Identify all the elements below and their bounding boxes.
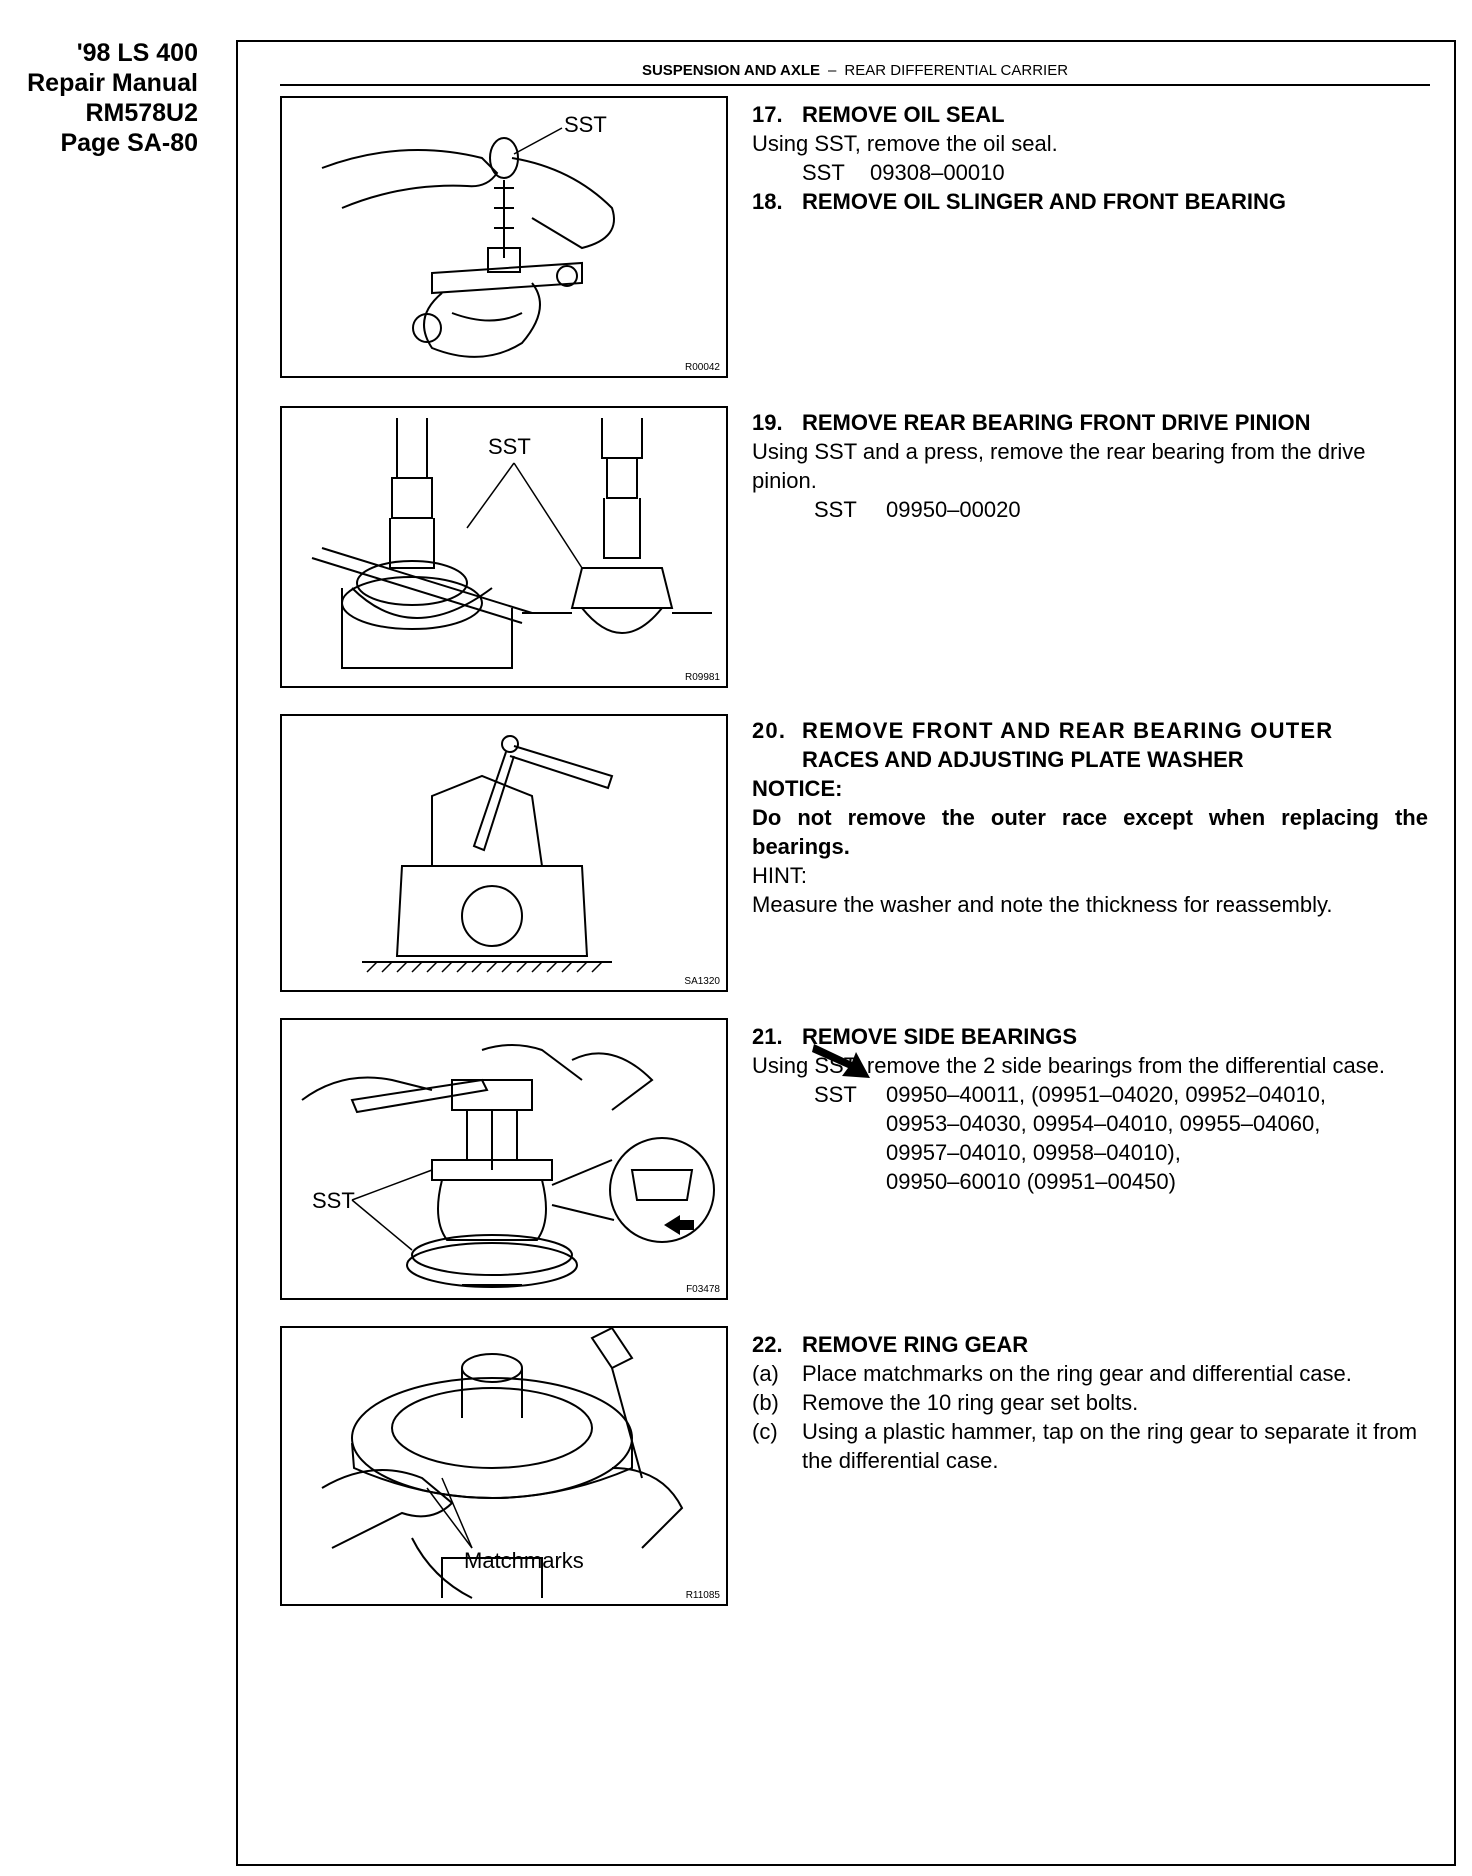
figure-oil-seal-removal xyxy=(280,96,728,378)
hint-text: Measure the washer and note the thickness for reassembly. xyxy=(752,892,1333,917)
step-20-title: 20. REMOVE FRONT AND REAR BEARING OUTER xyxy=(752,718,1334,743)
step-19-block xyxy=(752,408,1428,524)
section-title: SUSPENSION AND AXLE xyxy=(641,62,821,79)
illustration-oil-seal xyxy=(282,98,726,376)
figure-4-code: F03478 xyxy=(686,1284,720,1295)
illustration-puller xyxy=(282,1020,726,1298)
figure-1-label-sst: SST xyxy=(564,112,607,137)
notice-text: Do not remove the outer race except when replacing the bearings. xyxy=(752,805,1428,859)
step-20-title-cont: RACES AND ADJUSTING PLATE WASHER xyxy=(802,747,1244,772)
figure-5-label-matchmarks: Matchmarks xyxy=(464,1548,584,1573)
step-22-block xyxy=(752,1330,1428,1475)
notice-label: NOTICE: xyxy=(752,776,843,801)
step-22-title: 22. REMOVE RING GEAR xyxy=(752,1332,1029,1357)
step-22-item-a: (a) Place matchmarks on the ring gear and differential case. xyxy=(752,1361,1352,1386)
step-22-items xyxy=(752,1359,1428,1475)
model-year-label: '98 LS 400 xyxy=(76,39,198,67)
step-18-title: 18. REMOVE OIL SLINGER AND FRONT BEARING xyxy=(752,189,1287,214)
figure-4-label-sst: SST xyxy=(312,1188,355,1213)
figure-side-bearings xyxy=(280,1018,728,1300)
subsection-title: REAR DIFFERENTIAL CARRIER xyxy=(844,62,1069,79)
illustration-hammer xyxy=(282,716,726,990)
step-21-sst-line-4: 09950–60010 (09951–00450) xyxy=(886,1169,1176,1194)
step-21-sst-line-1: 09950–40011, (09951–04020, 09952–04010, xyxy=(886,1082,1327,1107)
figure-2-code: R09981 xyxy=(684,672,720,683)
figure-2-label-sst: SST xyxy=(488,434,531,459)
manual-code-label: RM578U2 xyxy=(85,99,198,127)
figure-ring-gear xyxy=(280,1326,728,1606)
step-21-sst-line-3: 09957–04010, 09958–04010), xyxy=(886,1140,1181,1165)
step-17-sst: SST 09308–00010 xyxy=(802,160,1005,185)
figure-outer-race xyxy=(280,714,728,992)
header-separator: – xyxy=(828,62,837,79)
figure-1-code: R00042 xyxy=(684,362,720,373)
manual-reference xyxy=(0,38,198,158)
step-20-block xyxy=(752,716,1428,919)
hint-label: HINT: xyxy=(752,863,807,888)
step-22-item-b: (b) Remove the 10 ring gear set bolts. xyxy=(752,1390,1139,1415)
step-21-sst-key: SST xyxy=(814,1082,857,1107)
step-21-body: Using SST, remove the 2 side bearings from the differential case. xyxy=(752,1053,1386,1078)
figure-pinion-bearing xyxy=(280,406,728,688)
step-21-block xyxy=(752,1022,1428,1196)
pointer-arrow-icon xyxy=(812,1036,872,1082)
step-17-title: 17. REMOVE OIL SEAL xyxy=(752,102,1005,127)
step-19-body: Using SST and a press, remove the rear bearing from the drive pinion. xyxy=(752,439,1366,493)
step-22-item-c: (c) Using a plastic hammer, tap on the ring gear to separate it from the differential case. xyxy=(752,1419,1418,1473)
figure-3-code: SA1320 xyxy=(684,976,720,987)
step-21-sst-line-2: 09953–04030, 09954–04010, 09955–04060, xyxy=(886,1111,1321,1136)
page-number-label: Page SA-80 xyxy=(60,129,198,157)
figure-5-code: R11085 xyxy=(685,1590,720,1601)
step-19-sst: SST 09950–00020 xyxy=(814,497,1021,522)
step-17-block xyxy=(752,100,1428,216)
step-19-title: 19. REMOVE REAR BEARING FRONT DRIVE PINION xyxy=(752,410,1311,435)
step-17-body: Using SST, remove the oil seal. xyxy=(752,131,1058,156)
section-header xyxy=(280,62,1430,86)
step-21-title: 21. REMOVE SIDE BEARINGS xyxy=(752,1024,1078,1049)
step-21-sst xyxy=(752,1080,1428,1196)
manual-title-label: Repair Manual xyxy=(27,69,198,97)
